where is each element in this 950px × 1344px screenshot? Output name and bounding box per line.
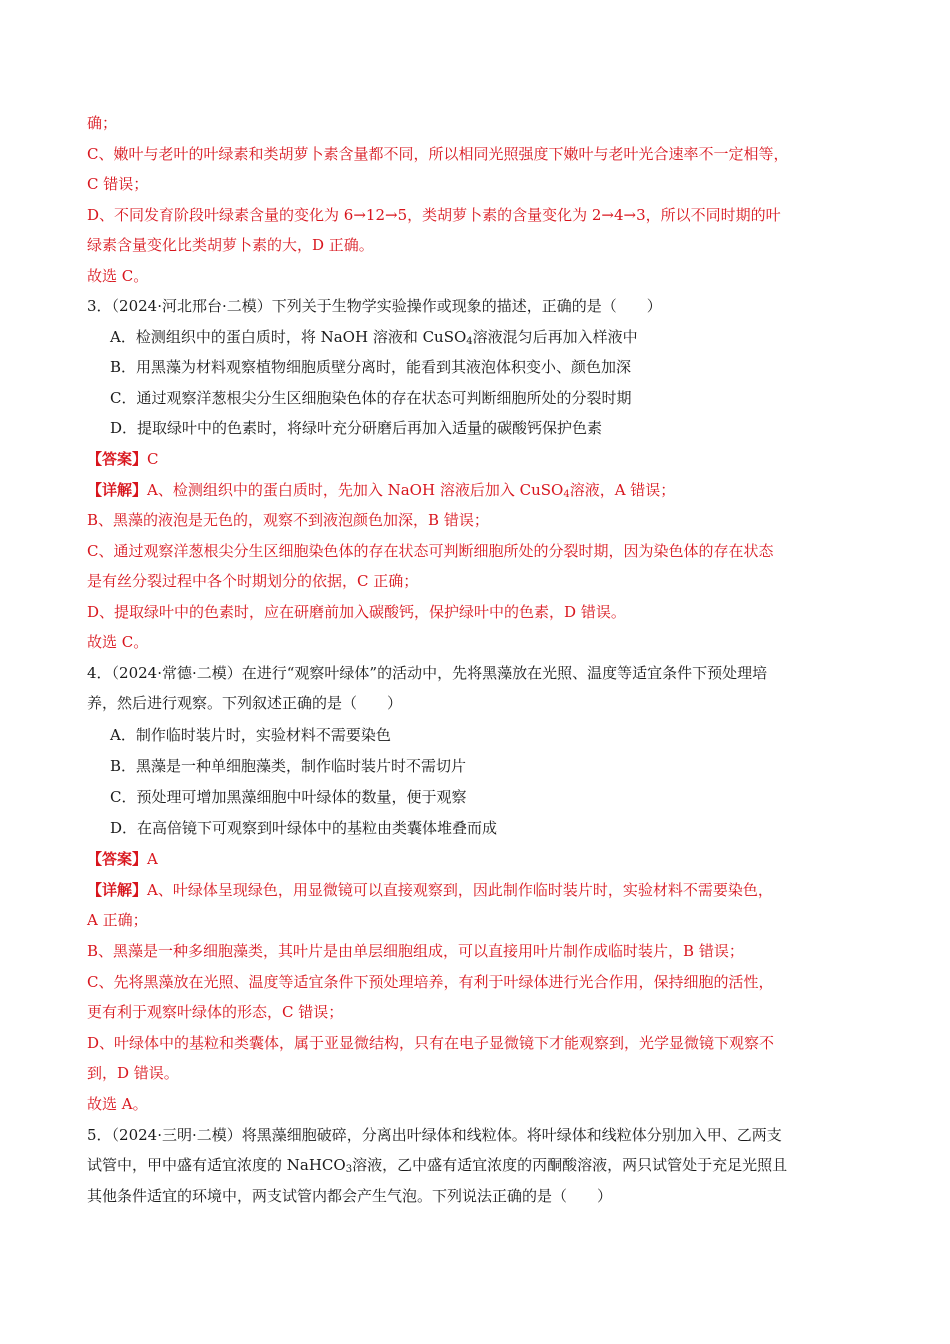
question-3-stem: 3．（2024·河北邢台·二模）下列关于生物学实验操作或现象的描述，正确的是（ ） [87,297,662,315]
explanation-line: 是有丝分裂过程中各个时期划分的依据，C 正确； [87,572,419,590]
detail-tag: 【详解】 [87,881,148,899]
choice-conclusion: 故选 C。 [87,633,149,651]
explanation-line: 绿素含量变化比类胡萝卜素的大，D 正确。 [87,236,374,254]
question-4-option-b: B．黑藻是一种单细胞藻类，制作临时装片时不需切片 [110,757,467,775]
question-3-option-a: A．检测组织中的蛋白质时，将 NaOH 溶液和 CuSO$_4$溶液混匀后再加入样液中 [110,328,638,347]
explanation-line: D、叶绿体中的基粒和类囊体，属于亚显微结构，只有在电子显微镜下才能观察到，光学显微镜下观察不 [87,1034,775,1052]
explanation-line: A 正确； [87,911,148,929]
explanation-line: D、不同发育阶段叶绿素含量的变化为 6→12→5，类胡萝卜素的含量变化为 2→4→3，所以不同时期的叶 [87,206,781,224]
question-4-stem: 养，然后进行观察。下列叙述正确的是（ ） [87,694,403,712]
choice-conclusion: 故选 A。 [87,1095,148,1113]
detail-line: 【详解】A、检测组织中的蛋白质时，先加入 NaOH 溶液后加入 CuSO$_4$溶液，A 错误； [87,481,676,500]
question-3-option-d: D．提取绿叶中的色素时，将绿叶充分研磨后再加入适量的碳酸钙保护色素 [110,419,603,437]
explanation-line: D、提取绿叶中的色素时，应在研磨前加入碳酸钙，保护绿叶中的色素，D 错误。 [87,603,626,621]
explanation-line: C 错误； [87,175,149,193]
question-5-stem: 试管中，甲中盛有适宜浓度的 NaHCO$_3$溶液，乙中盛有适宜浓度的丙酮酸溶液，两只试管处于充足光照且 [87,1156,788,1175]
answer-tag: 【答案】 [87,850,148,868]
answer-line [87,849,158,869]
explanation-line: 到，D 错误。 [87,1064,179,1082]
question-3-option-c: C．通过观察洋葱根尖分生区细胞染色体的存在状态可判断细胞所处的分裂时期 [110,389,632,407]
question-4-option-a: A．制作临时装片时，实验材料不需要染色 [110,726,391,744]
explanation-line: B、黑藻的液泡是无色的，观察不到液泡颜色加深，B 错误； [87,511,489,529]
answer-line [87,449,159,469]
detail-line: 【详解】A、叶绿体呈现绿色，用显微镜可以直接观察到，因此制作临时装片时，实验材料不需要染色， [87,881,773,899]
question-4-option-d: D．在高倍镜下可观察到叶绿体中的基粒由类囊体堆叠而成 [110,819,498,837]
answer-tag: 【答案】 [87,450,148,468]
question-5-stem: 其他条件适宜的环境中，两支试管内都会产生气泡。下列说法正确的是（ ） [87,1187,613,1205]
explanation-line: B、黑藻是一种多细胞藻类，其叶片是由单层细胞组成，可以直接用叶片制作成临时装片，B 错误； [87,942,744,960]
explanation-line: 更有利于观察叶绿体的形态，C 错误； [87,1003,344,1021]
explanation-line: C、先将黑藻放在光照、温度等适宜条件下预处理培养，有利于叶绿体进行光合作用，保持细胞的活性， [87,973,774,991]
choice-conclusion: 故选 C。 [87,267,149,285]
question-3-option-b: B．用黑藻为材料观察植物细胞质壁分离时，能看到其液泡体积变小、颜色加深 [110,358,632,376]
question-4-option-c: C．预处理可增加黑藻细胞中叶绿体的数量，便于观察 [110,788,467,806]
answer-value: C [147,450,159,468]
question-5-stem: 5．（2024·三明·二模）将黑藻细胞破碎，分离出叶绿体和线粒体。将叶绿体和线粒体分别加入甲、乙两支 [87,1126,782,1144]
explanation-line: C、嫩叶与老叶的叶绿素和类胡萝卜素含量都不同，所以相同光照强度下嫩叶与老叶光合速率不一定相等， [87,145,789,163]
question-4-stem: 4．（2024·常德·二模）在进行“观察叶绿体”的活动中，先将黑藻放在光照、温度等适宜条件下预处理培 [87,664,768,682]
explanation-line: 确； [87,114,118,132]
detail-tag: 【详解】 [87,481,148,499]
explanation-line: C、通过观察洋葱根尖分生区细胞染色体的存在状态可判断细胞所处的分裂时期，因为染色体的存在状态 [87,542,774,560]
answer-value: A [147,850,158,868]
